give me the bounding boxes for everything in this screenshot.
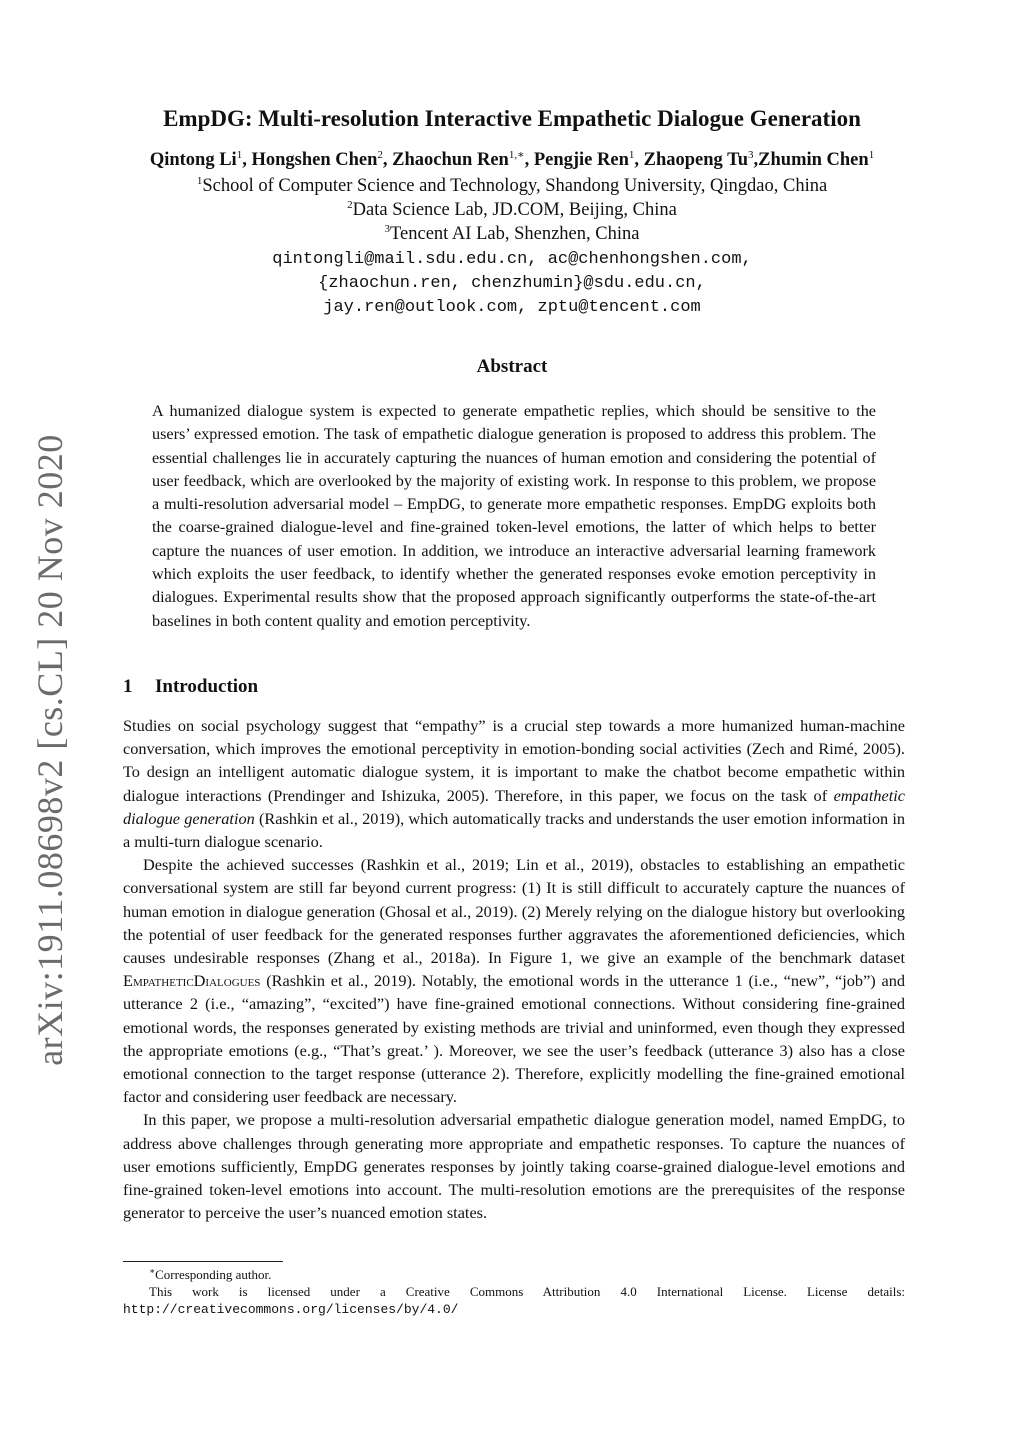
author: Zhumin Chen$^1$ (758, 149, 875, 170)
email-line: qintongli@mail.sdu.edu.cn, ac@chenhongshen.com, (272, 250, 752, 269)
abstract-text: A humanized dialogue system is expected to generate empathetic replies, which should be sensitive to the users’ expressed emotion. The task of empathetic dialogue generation is proposed to address this problem. The essential challenges lie in accurately capturing the nuances of human emotion and considering the potential of user feedback, which are overlooked by the majority of existing work. In response to this problem, we propose a multi-resolution adversarial model – EmpDG, to generate more empathetic responses. EmpDG exploits both the coarse-grained dialogue-level and fine-grained token-level emotions, the latter of which helps to better capture the nuances of user emotion. In addition, we introduce an interactive adversarial learning framework which exploits the user feedback, to identify whether the generated responses evoke emotion perceptivity in dialogues. Experimental results show that the proposed approach significantly outperforms the state-of-the-art baselines in both content quality and emotion perceptivity. (152, 402, 876, 630)
paper-title: EmpDG: Multi-resolution Interactive Empathetic Dialogue Generation (163, 106, 861, 131)
footnote-corresponding: ∗Corresponding author. (149, 1266, 272, 1282)
email-line: {zhaochun.ren, chenzhumin}@sdu.edu.cn, (318, 274, 706, 293)
arxiv-stamp-text: arXiv:1911.08698v2 [cs.CL] 20 Nov 2020 (30, 434, 71, 1066)
section-number: 1 (123, 676, 133, 697)
author: Zhaochun Ren$^{1,∗}$, (392, 149, 534, 170)
email-line: jay.ren@outlook.com, zptu@tencent.com (323, 298, 701, 317)
author: Qintong Li$^1$, (149, 149, 252, 170)
license-link[interactable]: http://creativecommons.org/licenses/by/4.0/ (123, 1302, 459, 1317)
section-heading (123, 676, 258, 698)
affiliation: $^1$School of Computer Science and Technology, Shandong University, Qingdao, China (196, 175, 828, 196)
body-text (123, 714, 905, 1224)
author-list (0, 150, 1024, 171)
paragraph: In this paper, we propose a multi-resolution adversarial empathetic dialogue generation model, named EmpDG, to address above challenges through generating more appropriate and empathetic responses. To capture the nuances of user emotions sufficiently, EmpDG generates responses by jointly taking coarse-grained dialogue-level emotions and fine-grained token-level emotions into account. The multi-resolution emotions are the prerequisites of the response generator to perceive the user’s nuanced emotion states. (123, 1110, 905, 1223)
author: Zhaopeng Tu$^3$, (643, 149, 759, 170)
paragraph: Studies on social psychology suggest that “empathy” is a crucial step towards a more humanized human-machine conversation, which improves the emotional perceptivity in emotion-bonding social activities (Zech and Rimé, 2005). To design an intelligent automatic dialogue system, it is important to make the chatbot become empathetic within dialogue interactions (Prendinger and Ishizuka, 2005). Therefore, in this paper, we focus on the task of empathetic dialogue generation (Rashkin et al., 2019), which automatically tracks and understands the user emotion information in a multi-turn dialogue scenario. (123, 716, 905, 852)
affiliation: $^2$Data Science Lab, JD.COM, Beijing, China (347, 199, 677, 220)
author: Pengjie Ren$^1$, (533, 149, 644, 170)
arxiv-stamp (20, 434, 80, 1066)
paragraph: Despite the achieved successes (Rashkin et al., 2019; Lin et al., 2019), obstacles to establishing an empathetic conversational system are still far beyond current progress: (1) It is still difficult to accurately capture the nuances of human emotion in dialogue generation (Ghosal et al., 2019). (2) Merely relying on the dialogue history but overlooking the potential of user feedback for the generated responses further aggravates the aforementioned deficiencies, which causes undesirable responses (Zhang et al., 2018a). In Figure 1, we give an example of the benchmark dataset EmpatheticDialogues (Rashkin et al., 2019). Notably, the emotional words in the utterance 1 (i.e., “new”, “job”) and utterance 2 (i.e., “amazing”, “excited”) have fine-grained emotional connections. Without considering fine-grained emotional words, the responses generated by existing methods are trivial and uninformed, even though they expressed the appropriate emotions (e.g., “That’s great.’ ). Moreover, we see the user’s feedback (utterance 3) also has a close emotional connection to the target response (utterance 2). Therefore, explicitly modelling the fine-grained emotional factor and considering user feedback are necessary. (123, 855, 905, 1107)
affiliation: $^3$Tencent AI Lab, Shenzhen, China (384, 223, 640, 244)
abstract-heading: Abstract (476, 356, 548, 377)
section-title: Introduction (155, 676, 259, 697)
author: Hongshen Chen$^2$, (251, 149, 393, 170)
footnote-license: This work is licensed under a Creative Commons Attribution 4.0 International License. License details: http://creativecommons.org/licenses/by/4.0/ (123, 1284, 905, 1317)
footnote-rule (123, 1261, 283, 1262)
